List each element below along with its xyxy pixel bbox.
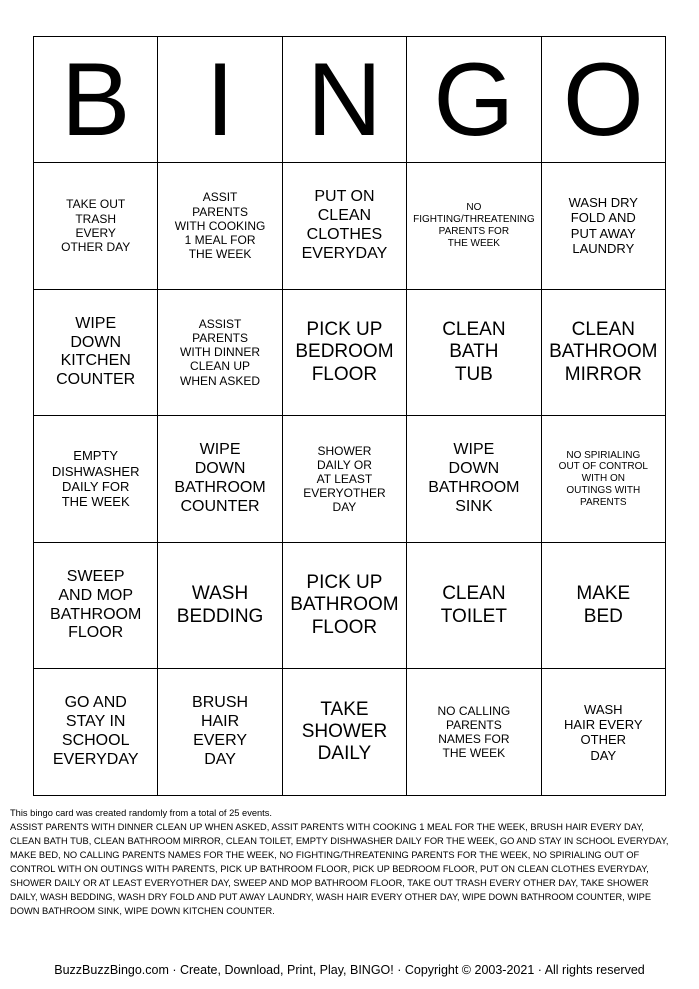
bingo-cell: PICK UP BATHROOM FLOOR <box>283 543 407 670</box>
header-letter-i: I <box>158 37 282 163</box>
bingo-cell: PICK UP BEDROOM FLOOR <box>283 290 407 417</box>
header-letter-b: B <box>34 37 158 163</box>
bingo-cell: WIPE DOWN KITCHEN COUNTER <box>34 290 158 417</box>
bingo-cell: NO SPIRIALING OUT OF CONTROL WITH ON OUTINGS WITH PARENTS <box>542 416 666 543</box>
bingo-cell: NO FIGHTING/THREATENING PARENTS FOR THE WEEK <box>407 163 541 290</box>
bingo-cell: TAKE OUT TRASH EVERY OTHER DAY <box>34 163 158 290</box>
bingo-cell: SHOWER DAILY OR AT LEAST EVERYOTHER DAY <box>283 416 407 543</box>
header-letter-o: O <box>542 37 666 163</box>
bingo-cell: TAKE SHOWER DAILY <box>283 669 407 796</box>
bingo-cell: WIPE DOWN BATHROOM SINK <box>407 416 541 543</box>
event-list-text: This bingo card was created randomly from a total of 25 events. ASSIST PARENTS WITH DINNER CLEAN UP WHEN ASKED, ASSIT PARENTS WITH COOKING 1 MEAL FOR THE WEEK, BRUSH HAIR EVERY DAY, CLEAN BATH TUB, CLEAN BATHROOM MIRROR, CLEAN TOILET, EMPTY DISHWASHER DAILY FOR THE WEEK, GO AND STAY IN SCHOOL EVERYDAY, MAKE BED, NO CALLING PARENTS NAMES FOR THE WEEK, NO FIGHTING/THREATENING PARENTS FOR THE WEEK, NO SPIRIALING OUT OF CONTROL WITH ON OUTINGS WITH PARENTS, PICK UP BATHROOM FLOOR, PICK UP BEDROOM FLOOR, PUT ON CLEAN CLOTHES EVERYDAY, SHOWER DAILY OR AT LEAST EVERYOTHER DAY, SWEEP AND MOP BATHROOM FLOOR, TAKE OUT TRASH EVERY OTHER DAY, TAKE SHOWER DAILY, WASH BEDDING, WASH DRY FOLD AND PUT AWAY LAUNDRY, WASH HAIR EVERY OTHER DAY, WIPE DOWN BATHROOM COUNTER, WIPE DOWN BATHROOM SINK, WIPE DOWN KITCHEN COUNTER. <box>10 808 669 916</box>
header-letter-n: N <box>283 37 407 163</box>
bingo-cell: CLEAN BATH TUB <box>407 290 541 417</box>
bingo-card <box>33 36 666 796</box>
bingo-cell: PUT ON CLEAN CLOTHES EVERYDAY <box>283 163 407 290</box>
bingo-cell: ASSIST PARENTS WITH DINNER CLEAN UP WHEN ASKED <box>158 290 282 417</box>
bingo-cell: WIPE DOWN BATHROOM COUNTER <box>158 416 282 543</box>
bingo-cell: WASH DRY FOLD AND PUT AWAY LAUNDRY <box>542 163 666 290</box>
event-list-note <box>10 806 692 918</box>
bingo-cell: MAKE BED <box>542 543 666 670</box>
bingo-cell: ASSIT PARENTS WITH COOKING 1 MEAL FOR THE WEEK <box>158 163 282 290</box>
bingo-cell: CLEAN BATHROOM MIRROR <box>542 290 666 417</box>
header-letter-g: G <box>407 37 541 163</box>
bingo-cell: SWEEP AND MOP BATHROOM FLOOR <box>34 543 158 670</box>
bingo-cell: GO AND STAY IN SCHOOL EVERYDAY <box>34 669 158 796</box>
bingo-cell: NO CALLING PARENTS NAMES FOR THE WEEK <box>407 669 541 796</box>
bingo-cell: BRUSH HAIR EVERY DAY <box>158 669 282 796</box>
bingo-cell: EMPTY DISHWASHER DAILY FOR THE WEEK <box>34 416 158 543</box>
bingo-cell: WASH BEDDING <box>158 543 282 670</box>
bingo-cell: WASH HAIR EVERY OTHER DAY <box>542 669 666 796</box>
bingo-cell: CLEAN TOILET <box>407 543 541 670</box>
footer-copyright: BuzzBuzzBingo.com · Create, Download, Print, Play, BINGO! · Copyright © 2003-2021 · All rights reserved <box>54 963 645 977</box>
